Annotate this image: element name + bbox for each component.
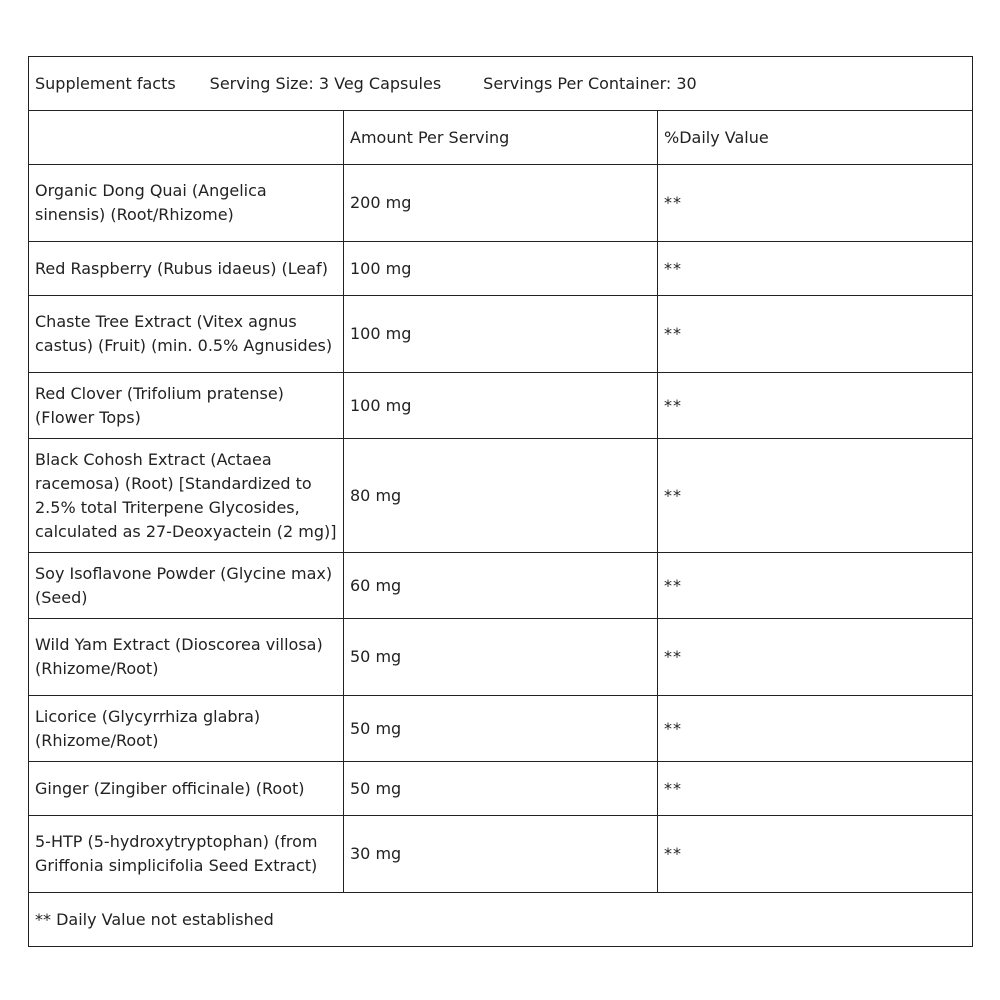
column-header-daily-value: %Daily Value xyxy=(658,111,973,165)
amount-cell: 80 mg xyxy=(344,439,658,553)
table-row xyxy=(29,553,973,619)
amount-cell: 50 mg xyxy=(344,762,658,816)
table-row xyxy=(29,816,973,893)
serving-size: Serving Size: 3 Veg Capsules xyxy=(209,73,442,93)
daily-value-cell: ** xyxy=(658,696,973,762)
ingredient-cell: Red Clover (Trifolium pratense) (Flower Tops) xyxy=(29,373,344,439)
ingredient-cell: Organic Dong Quai (Angelica sinensis) (Root/Rhizome) xyxy=(29,165,344,242)
supplement-facts-title: Supplement facts xyxy=(35,73,176,93)
daily-value-footnote: ** Daily Value not established xyxy=(29,893,973,947)
table-row xyxy=(29,242,973,296)
table-footer-row xyxy=(29,893,973,947)
table-row xyxy=(29,619,973,696)
servings-per-container: Servings Per Container: 30 xyxy=(483,73,697,93)
ingredient-cell: Chaste Tree Extract (Vitex agnus castus) (Fruit) (min. 0.5% Agnusides) xyxy=(29,296,344,373)
supplement-facts-table xyxy=(28,56,973,947)
header-cell xyxy=(29,57,973,111)
ingredient-cell: 5-HTP (5-hydroxytryptophan) (from Griffonia simplicifolia Seed Extract) xyxy=(29,816,344,893)
table-row xyxy=(29,696,973,762)
daily-value-cell: ** xyxy=(658,439,973,553)
table-row xyxy=(29,762,973,816)
column-header-row xyxy=(29,111,973,165)
amount-cell: 50 mg xyxy=(344,696,658,762)
ingredient-cell: Wild Yam Extract (Dioscorea villosa) (Rhizome/Root) xyxy=(29,619,344,696)
amount-cell: 100 mg xyxy=(344,373,658,439)
amount-cell: 200 mg xyxy=(344,165,658,242)
daily-value-cell: ** xyxy=(658,242,973,296)
column-header-ingredient xyxy=(29,111,344,165)
ingredient-cell: Black Cohosh Extract (Actaea racemosa) (Root) [Standardized to 2.5% total Triterpene Glycosides, calculated as 27-Deoxyactein (2 mg)] xyxy=(29,439,344,553)
daily-value-cell: ** xyxy=(658,165,973,242)
daily-value-cell: ** xyxy=(658,816,973,893)
ingredient-cell: Red Raspberry (Rubus idaeus) (Leaf) xyxy=(29,242,344,296)
amount-cell: 60 mg xyxy=(344,553,658,619)
ingredient-cell: Soy Isoflavone Powder (Glycine max) (Seed) xyxy=(29,553,344,619)
daily-value-cell: ** xyxy=(658,373,973,439)
amount-cell: 100 mg xyxy=(344,296,658,373)
amount-cell: 50 mg xyxy=(344,619,658,696)
amount-cell: 100 mg xyxy=(344,242,658,296)
ingredient-cell: Ginger (Zingiber officinale) (Root) xyxy=(29,762,344,816)
table-row xyxy=(29,373,973,439)
column-header-amount: Amount Per Serving xyxy=(344,111,658,165)
table-row xyxy=(29,296,973,373)
daily-value-cell: ** xyxy=(658,553,973,619)
daily-value-cell: ** xyxy=(658,762,973,816)
amount-cell: 30 mg xyxy=(344,816,658,893)
ingredient-cell: Licorice (Glycyrrhiza glabra) (Rhizome/Root) xyxy=(29,696,344,762)
table-header-row xyxy=(29,57,973,111)
table-row xyxy=(29,165,973,242)
daily-value-cell: ** xyxy=(658,296,973,373)
daily-value-cell: ** xyxy=(658,619,973,696)
table-row xyxy=(29,439,973,553)
